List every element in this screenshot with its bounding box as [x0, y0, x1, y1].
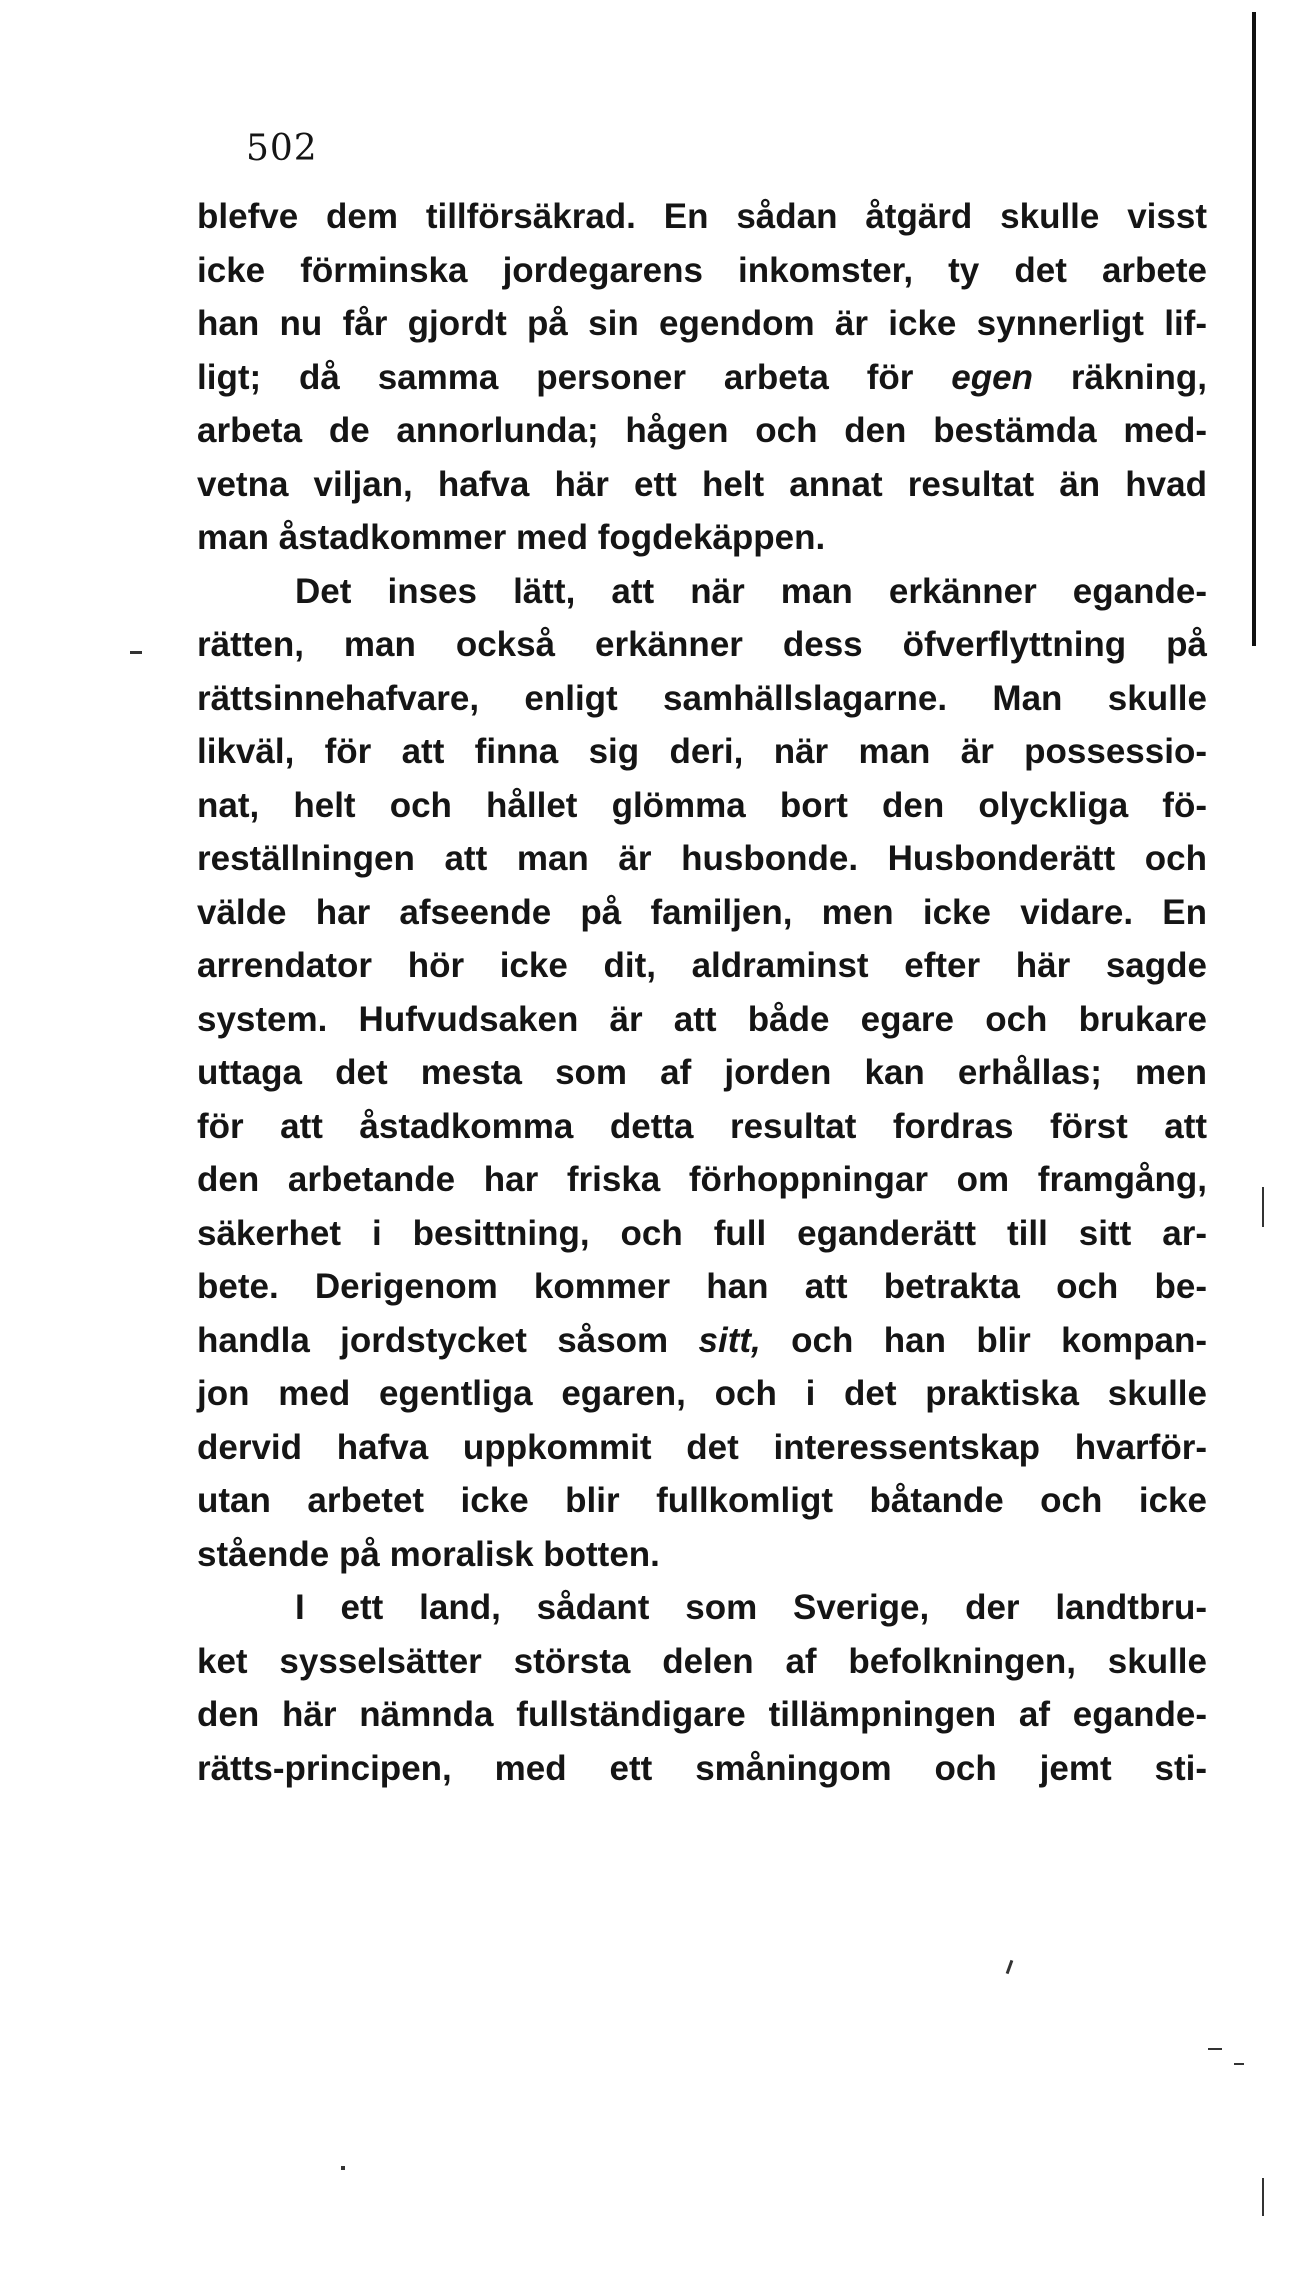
text-line: den här nämnda fullständigare tillämpningen af egande- — [197, 1695, 1207, 1734]
scan-speck — [1006, 1960, 1014, 1974]
text-line: han nu får gjordt på sin egendom är icke synnerligt lif- — [197, 304, 1207, 343]
text-line: bete. Derigenom kommer han att betrakta och be- — [197, 1267, 1207, 1306]
text-line: ket sysselsätter största delen af befolkningen, skulle — [197, 1641, 1207, 1681]
text-line: rättsinnehafvare, enligt samhällslagarne. Man skulle — [197, 678, 1207, 718]
text-line: arbeta de annorlunda; hågen och den bestämda med- — [197, 411, 1207, 450]
scan-speck — [341, 2166, 345, 2170]
text-line: stående på moralisk botten. — [197, 1534, 660, 1574]
text-line: arrendator hör icke dit, aldraminst efter här sagde — [197, 946, 1207, 985]
scan-speck — [1208, 2048, 1222, 2050]
text-fragment: räkning, — [1032, 357, 1207, 397]
scan-speck — [1262, 2178, 1264, 2216]
emphasis-sitt: sitt, — [698, 1320, 761, 1360]
body-text — [197, 190, 1207, 1795]
text-line: den arbetande har friska förhoppningar om framgång, — [197, 1160, 1207, 1199]
text-line: välde har afseende på familjen, men icke vidare. En — [197, 892, 1207, 932]
text-line: Det inses lätt, att när man erkänner egande- — [295, 571, 1207, 611]
text-line: system. Hufvudsaken är att både egare och brukare — [197, 999, 1207, 1039]
text-line: för att åstadkomma detta resultat fordras först att — [197, 1106, 1207, 1146]
text-line: rätts-principen, med ett småningom och jemt sti- — [197, 1748, 1207, 1788]
text-fragment: ligt; då samma personer arbeta för — [197, 357, 914, 397]
text-line: jon med egentliga egaren, och i det praktiska skulle — [197, 1374, 1207, 1413]
page-edge-rule — [1252, 12, 1256, 646]
text-line: I ett land, sådant som Sverige, der landtbru- — [295, 1588, 1207, 1627]
text-line: icke förminska jordegarens inkomster, ty det arbete — [197, 250, 1207, 290]
text-line: vetna viljan, hafva här ett helt annat resultat än hvad — [197, 464, 1207, 504]
text-line: nat, helt och hållet glömma bort den olyckliga fö- — [197, 785, 1207, 825]
text-line: rätten, man också erkänner dess öfverflyttning på — [197, 625, 1207, 664]
text-line: likväl, för att finna sig deri, när man är possessio- — [197, 732, 1207, 771]
text-line: dervid hafva uppkommit det interessentskap hvarför- — [197, 1427, 1207, 1467]
text-fragment: handla jordstycket såsom — [197, 1320, 669, 1360]
scan-speck — [130, 651, 142, 654]
scan-speck — [1262, 1187, 1264, 1227]
page-number: 502 — [246, 128, 318, 169]
text-fragment: och han blir kompan- — [760, 1320, 1207, 1360]
emphasis-egen: egen — [951, 357, 1033, 397]
text-line — [197, 1314, 1207, 1368]
text-line: reställningen att man är husbonde. Husbonderätt och — [197, 839, 1207, 878]
text-line: utan arbetet icke blir fullkomligt båtande och icke — [197, 1481, 1207, 1520]
text-line: blefve dem tillförsäkrad. En sådan åtgärd skulle visst — [197, 197, 1207, 236]
text-line: uttaga det mesta som af jorden kan erhållas; men — [197, 1053, 1207, 1092]
text-line: man åstadkommer med fogdekäppen. — [197, 518, 826, 557]
scan-speck — [1234, 2063, 1244, 2065]
text-line: säkerhet i besittning, och full eganderätt till sitt ar- — [197, 1213, 1207, 1253]
text-line — [197, 351, 1207, 405]
